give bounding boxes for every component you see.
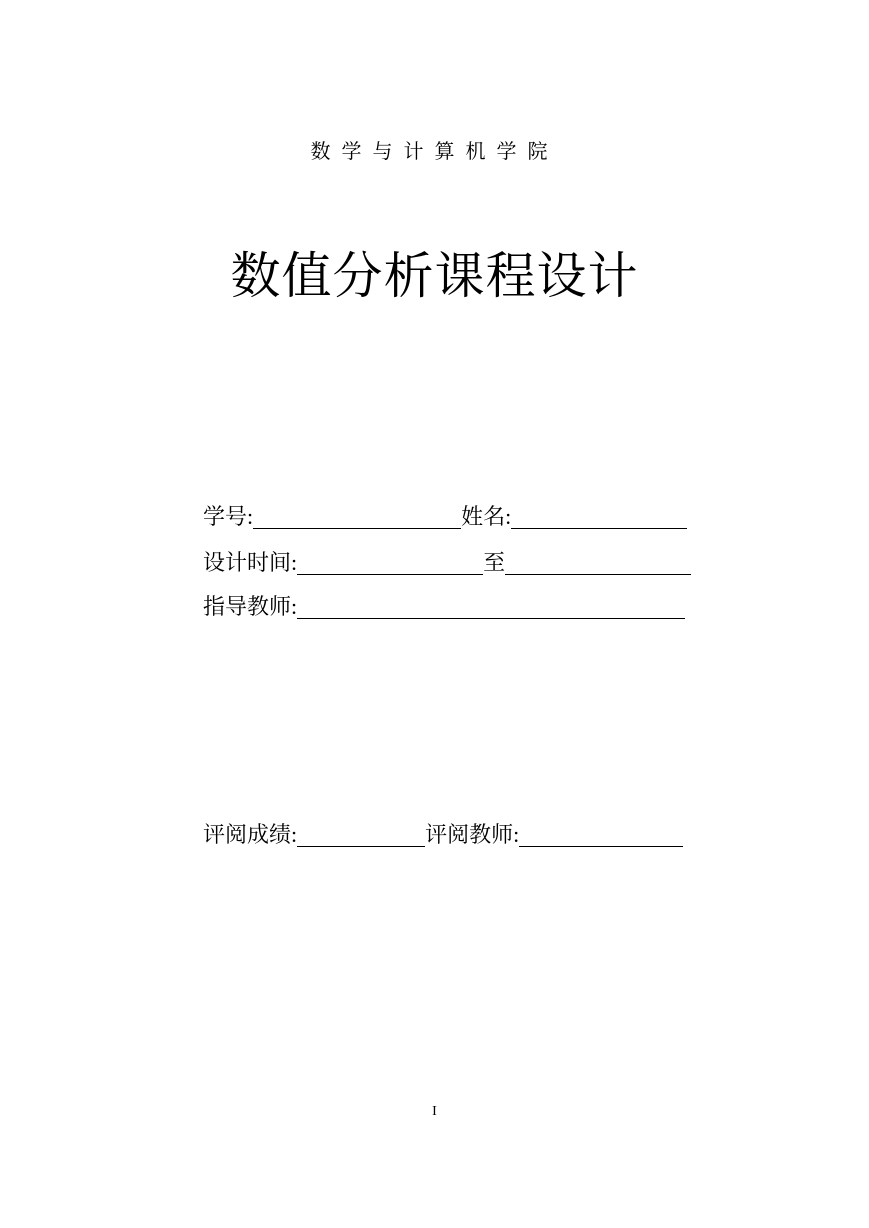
grade-label: 评阅成绩: <box>203 822 298 847</box>
reviewer-label: 评阅教师: <box>425 822 520 847</box>
design-time-row <box>203 546 691 576</box>
design-end-blank[interactable] <box>505 552 691 575</box>
design-start-blank[interactable] <box>297 552 483 575</box>
name-blank[interactable] <box>511 506 687 529</box>
grade-blank[interactable] <box>297 824 425 847</box>
review-row <box>203 818 683 848</box>
to-label: 至 <box>483 550 506 575</box>
page-number: I <box>432 1104 437 1119</box>
student-id-blank[interactable] <box>253 506 461 529</box>
student-info-row <box>203 500 687 530</box>
name-label: 姓名: <box>461 504 512 529</box>
design-time-label: 设计时间: <box>203 550 298 575</box>
advisor-row <box>203 590 685 620</box>
advisor-label: 指导教师: <box>203 594 298 619</box>
advisor-blank[interactable] <box>297 596 685 619</box>
college-name: 数学与计算机学院 <box>310 139 559 163</box>
reviewer-blank[interactable] <box>519 824 683 847</box>
document-title: 数值分析课程设计 <box>230 247 639 305</box>
student-id-label: 学号: <box>203 504 254 529</box>
